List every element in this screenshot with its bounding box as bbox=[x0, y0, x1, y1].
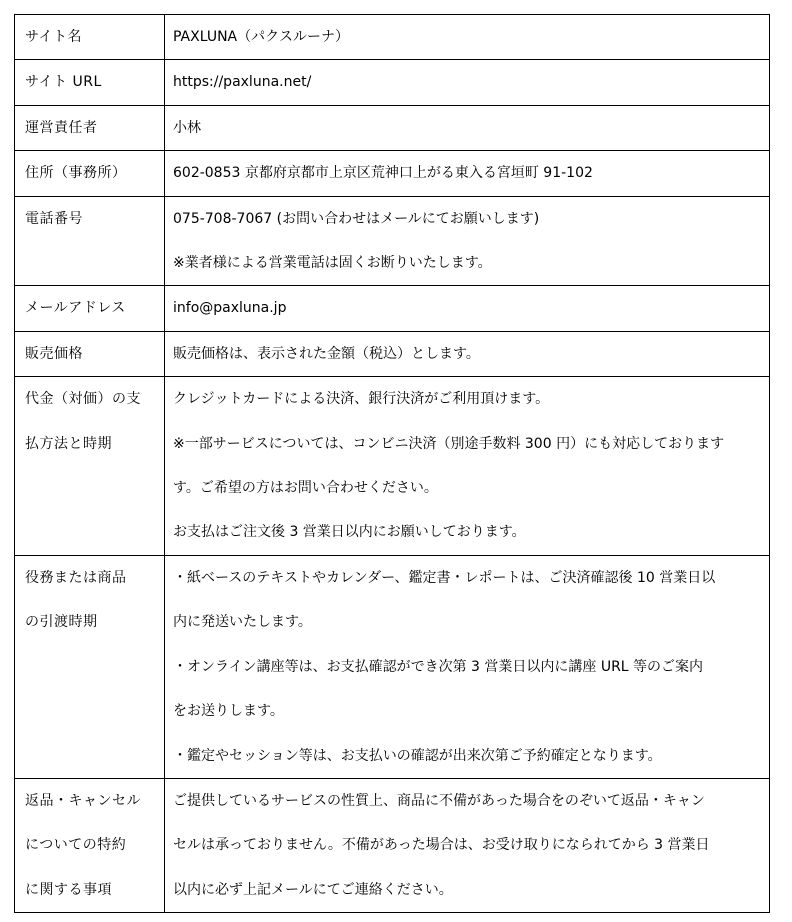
value-delivery bbox=[165, 555, 770, 778]
row-site-url bbox=[15, 60, 770, 105]
info-table bbox=[14, 14, 770, 913]
label-line: サイト名 bbox=[25, 29, 83, 45]
label-line: の引渡時期 bbox=[25, 614, 98, 631]
value-manager bbox=[165, 105, 770, 150]
row-manager bbox=[15, 105, 770, 150]
value-line: ご提供しているサービスの性質上、商品に不備があった場合をのぞいて返品・キャン bbox=[173, 792, 705, 809]
row-site-name bbox=[15, 15, 770, 60]
value-line: す。ご希望の方はお問い合わせください。 bbox=[173, 480, 438, 497]
value-line: クレジットカードによる決済、銀行決済がご利用頂けます。 bbox=[173, 391, 550, 408]
value-address bbox=[165, 151, 770, 196]
row-email bbox=[15, 286, 770, 331]
label-line: 住所（事務所） bbox=[25, 165, 127, 182]
value-line: 小林 bbox=[173, 119, 201, 136]
value-email bbox=[165, 286, 770, 331]
value-line: ・紙ベースのテキストやカレンダー、鑑定書・レポートは、ご決済確認後 10 営業日以 bbox=[173, 569, 716, 586]
row-payment bbox=[15, 377, 770, 556]
value-line: 販売価格は、表示された金額（税込）とします。 bbox=[173, 345, 480, 362]
value-phone bbox=[165, 196, 770, 286]
value-line: お支払はご注文後 3 営業日以内にお願いしております。 bbox=[173, 524, 526, 541]
label-email bbox=[15, 286, 165, 331]
value-line: をお送りします。 bbox=[173, 703, 284, 720]
label-line: サイト URL bbox=[25, 74, 102, 91]
value-line: ・オンライン講座等は、お支払確認ができ次第 3 営業日以内に講座 URL 等のご案内 bbox=[173, 658, 704, 675]
row-returns bbox=[15, 778, 770, 912]
label-line: 役務または商品 bbox=[25, 569, 127, 586]
label-line: 運営責任者 bbox=[25, 119, 98, 136]
value-line: ※一部サービスについては、コンビニ決済（別途手数料 300 円）にも対応しております bbox=[173, 435, 725, 452]
value-line: 以内に必ず上記メールにてご連絡ください。 bbox=[173, 881, 453, 898]
value-site-name bbox=[165, 15, 770, 60]
label-line: 払方法と時期 bbox=[25, 435, 112, 452]
label-payment bbox=[15, 377, 165, 556]
value-line: 内に発送いたします。 bbox=[173, 614, 312, 631]
value-line: info@paxluna.jp bbox=[173, 300, 287, 317]
label-manager bbox=[15, 105, 165, 150]
value-returns bbox=[165, 778, 770, 912]
label-site-name bbox=[15, 15, 165, 60]
label-line: 販売価格 bbox=[25, 345, 83, 362]
label-delivery bbox=[15, 555, 165, 778]
label-address bbox=[15, 151, 165, 196]
row-delivery bbox=[15, 555, 770, 778]
value-payment bbox=[165, 377, 770, 556]
value-line: https://paxluna.net/ bbox=[173, 74, 312, 91]
value-line: ・鑑定やセッション等は、お支払いの確認が出来次第ご予約確定となります。 bbox=[173, 747, 662, 764]
value-line: PAXLUNA（パクスルーナ） bbox=[173, 29, 349, 45]
row-price bbox=[15, 331, 770, 376]
value-line: セルは承っておりません。不備があった場合は、お受け取りになられてから 3 営業日 bbox=[173, 837, 710, 854]
label-line: メールアドレス bbox=[25, 300, 126, 317]
row-address bbox=[15, 151, 770, 196]
label-price bbox=[15, 331, 165, 376]
label-line: 代金（対価）の支 bbox=[25, 391, 141, 408]
label-phone bbox=[15, 196, 165, 286]
value-line: ※業者様による営業電話は固くお断りいたします。 bbox=[173, 255, 492, 272]
label-line: に関する事項 bbox=[25, 881, 112, 898]
value-line: 602-0853 京都府京都市上京区荒神口上がる東入る宮垣町 91-102 bbox=[173, 165, 593, 182]
label-site-url bbox=[15, 60, 165, 105]
value-line: 075-708-7067 (お問い合わせはメールにてお願いします) bbox=[173, 210, 540, 227]
label-line: 返品・キャンセル bbox=[25, 792, 141, 809]
value-price bbox=[165, 331, 770, 376]
label-line: についての特約 bbox=[25, 837, 127, 854]
value-site-url bbox=[165, 60, 770, 105]
label-returns bbox=[15, 778, 165, 912]
label-line: 電話番号 bbox=[25, 210, 83, 227]
row-phone bbox=[15, 196, 770, 286]
